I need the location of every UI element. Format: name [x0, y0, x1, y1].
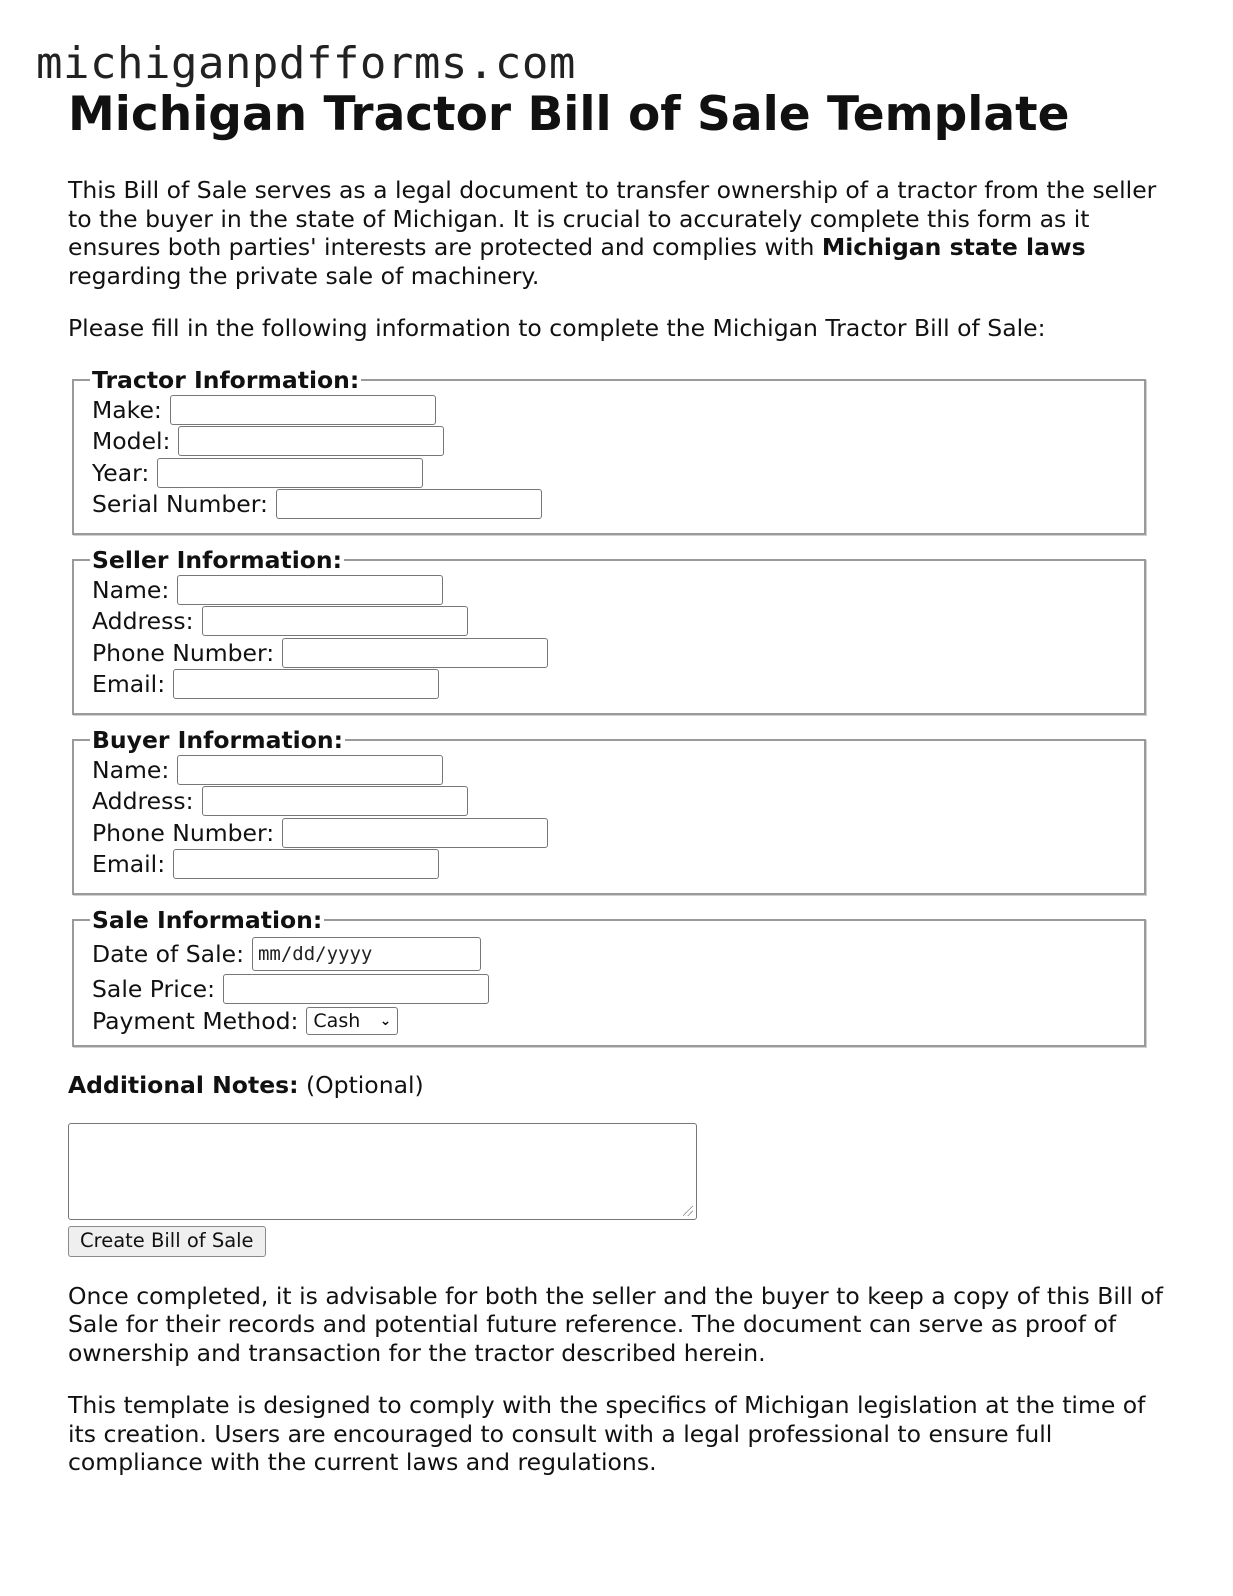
seller-address-row [92, 606, 1126, 637]
payment-method-label: Payment Method: [92, 1007, 299, 1036]
year-input[interactable] [157, 458, 423, 488]
additional-notes-label-bold: Additional Notes: [68, 1070, 299, 1099]
buyer-address-row [92, 786, 1126, 817]
sale-date-label: Date of Sale: [92, 939, 244, 968]
payment-method-select[interactable] [306, 1007, 398, 1035]
intro-bold-text: Michigan state laws [821, 233, 1086, 261]
seller-email-label: Email: [92, 670, 166, 699]
seller-phone-label: Phone Number: [92, 638, 275, 667]
serial-number-label: Serial Number: [92, 490, 268, 519]
resize-grip-icon[interactable] [683, 1206, 693, 1216]
year-row [92, 457, 1126, 488]
seller-address-label: Address: [92, 607, 194, 636]
seller-name-label: Name: [92, 576, 170, 605]
form-page [68, 84, 1168, 1477]
create-bill-of-sale-button[interactable]: Create Bill of Sale [68, 1226, 266, 1257]
seller-phone-input[interactable] [282, 638, 548, 668]
buyer-phone-row [92, 817, 1126, 848]
intro-text-end: regarding the private sale of machinery. [68, 261, 540, 290]
intro-paragraph [68, 176, 1168, 290]
seller-info-legend: Seller Information: [92, 545, 343, 574]
buyer-info-legend: Buyer Information: [92, 725, 344, 754]
additional-notes-label [68, 1071, 1168, 1099]
buyer-email-input[interactable] [173, 849, 439, 879]
serial-number-input[interactable] [276, 489, 542, 519]
seller-email-input[interactable] [173, 669, 439, 699]
sale-date-row [92, 935, 1126, 973]
intro-text-start: This Bill of Sale serves as a legal document to transfer ownership of a tractor from the seller to the buyer in the state of Michigan. It is crucial to accurately complete this form as it ensures both parties' interests are protected and complies with [68, 176, 1157, 261]
model-input[interactable] [178, 426, 444, 456]
buyer-phone-input[interactable] [282, 818, 548, 848]
tractor-info-legend: Tractor Information: [92, 365, 360, 394]
make-row [92, 395, 1126, 426]
legal-disclaimer: This template is designed to comply with the specifics of Michigan legislation at the time of its creation. Users are encouraged to consult with a legal professional to ensure full compliance with the current laws and regulations. [68, 1391, 1146, 1476]
buyer-address-label: Address: [92, 787, 194, 816]
buyer-address-input[interactable] [202, 786, 468, 816]
seller-name-row [92, 575, 1126, 606]
seller-phone-row [92, 637, 1126, 668]
buyer-email-row [92, 848, 1126, 879]
buyer-name-input[interactable] [177, 755, 443, 785]
payment-method-row [92, 1005, 1126, 1038]
chevron-down-icon: ⌄ [379, 1013, 392, 1030]
sale-price-row [92, 973, 1126, 1006]
buyer-info-section [72, 727, 1146, 895]
make-label: Make: [92, 396, 162, 425]
sale-info-legend: Sale Information: [92, 905, 323, 934]
buyer-phone-label: Phone Number: [92, 818, 275, 847]
buyer-name-label: Name: [92, 756, 170, 785]
instruction-text: Please fill in the following information to complete the Michigan Tractor Bill of Sale: [68, 314, 1046, 342]
seller-info-section [72, 547, 1146, 715]
sale-price-label: Sale Price: [92, 974, 216, 1003]
payment-method-value: Cash [313, 1010, 361, 1033]
sale-info-section [72, 907, 1146, 1047]
site-watermark: michiganpdfforms.com [36, 38, 576, 89]
additional-notes-textarea[interactable] [68, 1123, 697, 1220]
seller-name-input[interactable] [177, 575, 443, 605]
buyer-email-label: Email: [92, 850, 166, 879]
make-input[interactable] [170, 395, 436, 425]
page-title: Michigan Tractor Bill of Sale Template [68, 87, 1070, 142]
sale-price-input[interactable] [223, 974, 489, 1004]
additional-notes-label-optional: (Optional) [298, 1070, 424, 1099]
buyer-name-row [92, 755, 1126, 786]
model-row [92, 426, 1126, 457]
tractor-info-section [72, 367, 1146, 535]
serial-row [92, 488, 1126, 519]
year-label: Year: [92, 458, 150, 487]
completion-note: Once completed, it is advisable for both the seller and the buyer to keep a copy of this Bill of Sale for their records and potential future reference. The document can serve as proof of ownership and transaction for the tractor described herein. [68, 1281, 1164, 1367]
seller-email-row [92, 668, 1126, 699]
model-label: Model: [92, 427, 171, 456]
sale-date-input[interactable]: mm/dd/yyyy [252, 937, 481, 971]
seller-address-input[interactable] [202, 606, 468, 636]
